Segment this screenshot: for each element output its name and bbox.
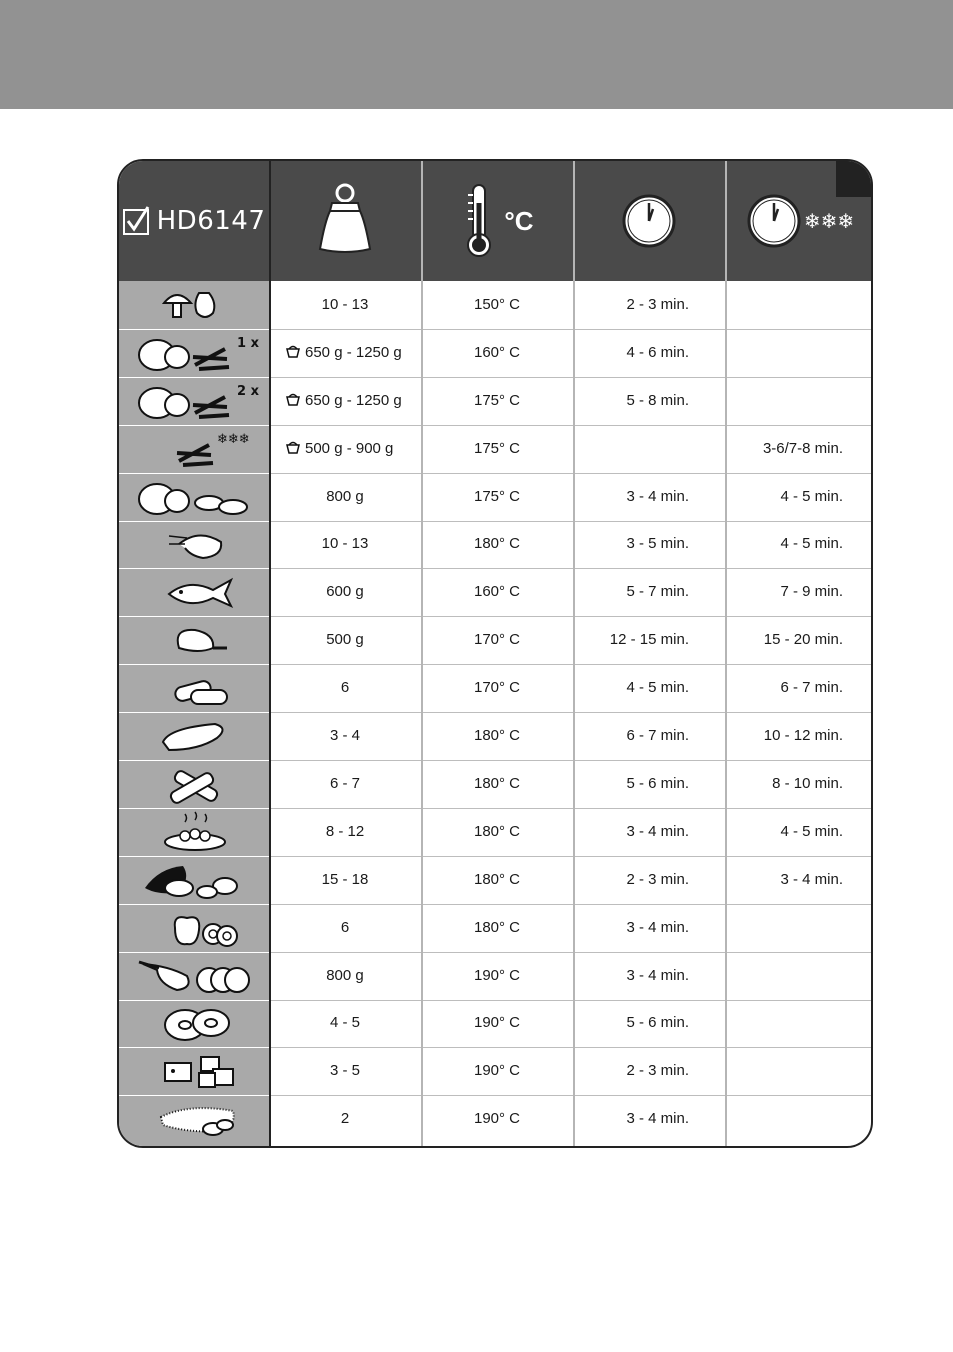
quantity-cell: 800 g	[326, 487, 364, 505]
hot-snacks-plate-icon	[129, 810, 259, 854]
quantity-cell: 6	[340, 679, 350, 697]
column-divider	[725, 161, 727, 1146]
quantity-cell: 6	[340, 918, 350, 936]
temperature-cell: 180° C	[473, 822, 521, 840]
icon-row-divider	[119, 568, 269, 569]
icon-row-divider	[119, 473, 269, 474]
temperature-cell: 180° C	[473, 774, 521, 792]
time-cell: 2 - 3 min.	[626, 1062, 689, 1080]
basket-icon	[285, 345, 301, 364]
time-cell: 3 - 4 min.	[626, 1110, 689, 1128]
zucchini-mushrooms-icon	[129, 858, 259, 902]
icon-row-divider	[119, 1095, 269, 1096]
celsius-unit: °C	[504, 205, 534, 236]
cordon-bleu-icon	[129, 714, 259, 758]
top-grey-band	[0, 0, 953, 109]
icon-row-divider	[119, 329, 269, 330]
weight-header	[269, 161, 421, 281]
weight-icon	[310, 181, 380, 261]
time-cell: 2 - 3 min.	[626, 295, 689, 313]
basket-icon	[285, 393, 301, 412]
temperature-cell: 180° C	[473, 870, 521, 888]
frozen-time-cell: 4 - 5 min.	[780, 822, 843, 840]
temperature-cell: 170° C	[473, 631, 521, 649]
svg-text:1 x: 1 x	[237, 335, 259, 351]
temperature-cell: 180° C	[473, 535, 521, 553]
frozen-time-cell: 4 - 5 min.	[780, 535, 843, 553]
potato-slices-icon	[129, 475, 259, 519]
quantity-cell: 15 - 18	[321, 870, 369, 888]
temperature-cell: 190° C	[473, 1014, 521, 1032]
mushroom-onion-icon	[129, 283, 259, 327]
eggplant-slices-icon	[129, 954, 259, 998]
clock-icon	[621, 193, 677, 249]
quantity-cell: 6 - 7	[329, 774, 360, 792]
frozen-time-cell: 3-6/7-8 min.	[762, 439, 843, 457]
frozen-fries-icon	[129, 427, 259, 471]
quantity-cell: 500 g	[326, 631, 364, 649]
breaded-fish-fillet-icon	[129, 1097, 259, 1141]
icon-row-divider	[119, 1000, 269, 1001]
icon-row-divider	[119, 808, 269, 809]
quantity-cell: 2	[340, 1110, 350, 1128]
temperature-cell: 175° C	[473, 487, 521, 505]
icon-row-divider	[119, 377, 269, 378]
svg-text:❄❄❄: ❄❄❄	[217, 431, 250, 447]
quantity-cell: 3 - 4	[329, 727, 360, 745]
cooking-table	[117, 159, 873, 1148]
icon-row-divider	[119, 521, 269, 522]
spring-rolls-icon	[129, 762, 259, 806]
temperature-cell: 175° C	[473, 439, 521, 457]
svg-text:2 x: 2 x	[237, 383, 259, 399]
clock-frozen-icon	[746, 193, 802, 249]
temperature-header	[421, 161, 573, 281]
time-cell: 5 - 6 min.	[626, 774, 689, 792]
quantity-cell: 500 g - 900 g	[305, 439, 394, 457]
icon-row-divider	[119, 952, 269, 953]
temperature-cell: 180° C	[473, 918, 521, 936]
checkbox-icon	[123, 209, 149, 235]
quantity-cell: 800 g	[326, 966, 364, 984]
quantity-cell: 8 - 12	[325, 822, 365, 840]
time-cell: 3 - 4 min.	[626, 918, 689, 936]
model-label: HD6147	[156, 206, 266, 236]
frozen-time-cell: 10 - 12 min.	[763, 727, 843, 745]
frozen-time-cell: 15 - 20 min.	[763, 631, 843, 649]
temperature-cell: 190° C	[473, 966, 521, 984]
icon-row-divider	[119, 1047, 269, 1048]
temperature-cell: 150° C	[473, 295, 521, 313]
temperature-cell: 180° C	[473, 727, 521, 745]
quantity-cell: 600 g	[326, 583, 364, 601]
potato-fries-1x-icon	[129, 331, 259, 375]
thermometer-icon	[460, 181, 500, 261]
icon-row-divider	[119, 425, 269, 426]
frozen-time-cell: 4 - 5 min.	[780, 487, 843, 505]
frozen-time-cell: 6 - 7 min.	[780, 679, 843, 697]
quantity-cell: 650 g - 1250 g	[305, 391, 402, 409]
cheese-cubes-icon	[129, 1049, 259, 1093]
temperature-cell: 160° C	[473, 343, 521, 361]
time-header	[573, 161, 725, 281]
time-cell: 3 - 4 min.	[626, 822, 689, 840]
quantity-cell: 10 - 13	[321, 295, 369, 313]
quantity-cell: 10 - 13	[321, 535, 369, 553]
temperature-cell: 175° C	[473, 391, 521, 409]
time-cell: 4 - 6 min.	[626, 343, 689, 361]
column-divider	[573, 161, 575, 1146]
time-cell: 3 - 5 min.	[626, 535, 689, 553]
frozen-time-cell: 8 - 10 min.	[772, 774, 843, 792]
temperature-cell: 160° C	[473, 583, 521, 601]
frozen-time-header	[725, 161, 873, 281]
time-cell: 5 - 7 min.	[626, 583, 689, 601]
temperature-cell: 170° C	[473, 679, 521, 697]
model-header	[119, 161, 269, 281]
column-divider	[421, 161, 423, 1146]
apple-rings-icon	[129, 906, 259, 950]
icon-row-divider	[119, 664, 269, 665]
time-cell: 4 - 5 min.	[626, 679, 689, 697]
quantity-cell: 3 - 5	[329, 1062, 360, 1080]
time-cell: 2 - 3 min.	[626, 870, 689, 888]
onion-rings-icon	[129, 1001, 259, 1045]
potato-fries-2x-icon	[129, 379, 259, 423]
icon-row-divider	[119, 856, 269, 857]
fish-icon	[129, 570, 259, 614]
frozen-time-cell: 3 - 4 min.	[780, 870, 843, 888]
frozen-time-cell: 7 - 9 min.	[780, 583, 843, 601]
time-cell: 3 - 4 min.	[626, 487, 689, 505]
icon-row-divider	[119, 616, 269, 617]
shrimp-icon	[129, 522, 259, 566]
icon-row-divider	[119, 904, 269, 905]
croquettes-icon	[129, 666, 259, 710]
icon-row-divider	[119, 760, 269, 761]
quantity-cell: 650 g - 1250 g	[305, 343, 402, 361]
temperature-cell: 190° C	[473, 1062, 521, 1080]
time-cell: 6 - 7 min.	[626, 727, 689, 745]
time-cell: 5 - 8 min.	[626, 391, 689, 409]
quantity-cell: 4 - 5	[329, 1014, 360, 1032]
icon-row-divider	[119, 712, 269, 713]
column-divider	[269, 161, 271, 1146]
time-cell: 5 - 6 min.	[626, 1014, 689, 1032]
chicken-icon	[129, 618, 259, 662]
basket-icon	[285, 441, 301, 460]
time-cell: 3 - 4 min.	[626, 966, 689, 984]
snowflake-icon: ❄❄❄	[803, 210, 855, 233]
time-cell: 12 - 15 min.	[609, 631, 689, 649]
temperature-cell: 190° C	[473, 1110, 521, 1128]
